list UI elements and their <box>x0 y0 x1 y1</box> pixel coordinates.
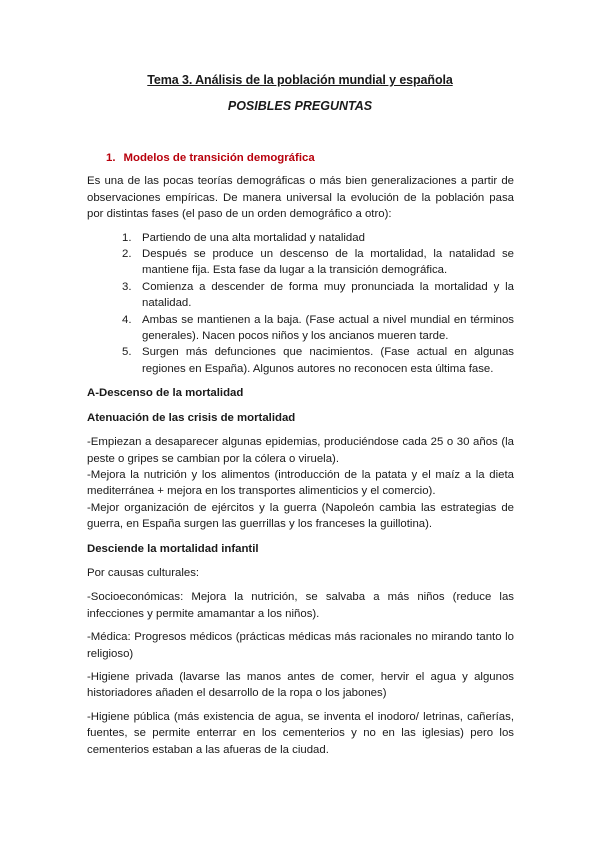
mortality-heading: A-Descenso de la mortalidad <box>87 387 244 400</box>
cause-paragraph: -Médica: Progresos médicos (prácticas médicas más racionales no mirando tanto lo religioso) <box>87 631 514 660</box>
list-item <box>122 279 514 312</box>
intro-paragraph: Es una de las pocas teorías demográficas o más bien generalizaciones a partir de observaciones empíricas. De manera universal la evolución de la población pasa por distintas fases (el paso de un orden demográfico a otro): <box>87 175 514 221</box>
crisis-line: -Empiezan a desaparecer algunas epidemias, produciéndose cada 25 o 30 años (la peste o gripes se cambian por la cólera o viruela). <box>87 436 514 465</box>
crisis-line: -Mejor organización de ejércitos y la guerra (Napoleón cambia las estrategias de guerra, en España surgen las guerrillas y los franceses la guillotina). <box>87 501 514 531</box>
list-number: 3. <box>122 280 132 293</box>
crisis-heading: Atenuación de las crisis de mortalidad <box>87 411 296 424</box>
list-number: 2. <box>122 248 132 261</box>
list-item <box>122 246 514 279</box>
infant-mortality-heading: Desciende la mortalidad infantil <box>87 542 259 555</box>
list-text: Después se produce un descenso de la mortalidad, la natalidad se mantiene fija. Esta fase da lugar a la transición demográfica. <box>142 248 514 277</box>
list-text: Surgen más defunciones que nacimientos. (Fase actual en algunas regiones en España). Algunos autores no reconocen esta última fase. <box>142 346 514 375</box>
list-text: Ambas se mantienen a la baja. (Fase actual a nivel mundial en términos generales). Nacen pocos niños y los ancianos mueren tarde. <box>142 313 514 343</box>
section-title: Modelos de transición demográfica <box>123 152 315 164</box>
document-body <box>87 150 514 758</box>
crisis-line: -Mejora la nutrición y los alimentos (introducción de la patata y el maíz a la dieta mediterránea + mejora en los transportes alimenticios y el comercio). <box>87 468 514 498</box>
list-item <box>122 230 514 246</box>
cause-paragraph: -Higiene pública (más existencia de agua, se inventa el inodoro/ letrinas, cañerías, fuentes, se permite enterrar en los cementerios y no en las iglesias) pero los cementerios estaban a las afueras de la ciudad. <box>87 710 514 756</box>
phase-list <box>87 230 514 378</box>
list-item <box>122 312 514 345</box>
list-item <box>122 344 514 377</box>
section-heading <box>106 150 514 166</box>
cause-paragraph: -Higiene privada (lavarse las manos antes de comer, hervir el agua y algunos historiadores añaden el desarrollo de la ropa o los jabones) <box>87 670 514 700</box>
list-text: Comienza a descender de forma muy pronunciada la mortalidad y la natalidad. <box>142 280 514 310</box>
list-number: 1. <box>122 231 132 244</box>
list-number: 4. <box>122 313 132 326</box>
crisis-paragraph <box>87 434 514 532</box>
cause-paragraph: -Socioeconómicas: Mejora la nutrición, se salvaba a más niños (reduce las infecciones y permite amamantar a los niños). <box>87 591 514 620</box>
document-title: Tema 3. Análisis de la población mundial y española <box>147 73 453 87</box>
list-text: Partiendo de una alta mortalidad y natalidad <box>142 231 365 244</box>
document-subtitle: POSIBLES PREGUNTAS <box>227 99 373 113</box>
list-number: 5. <box>122 346 132 359</box>
causes-label: Por causas culturales: <box>87 566 200 579</box>
section-number: 1. <box>106 152 116 164</box>
